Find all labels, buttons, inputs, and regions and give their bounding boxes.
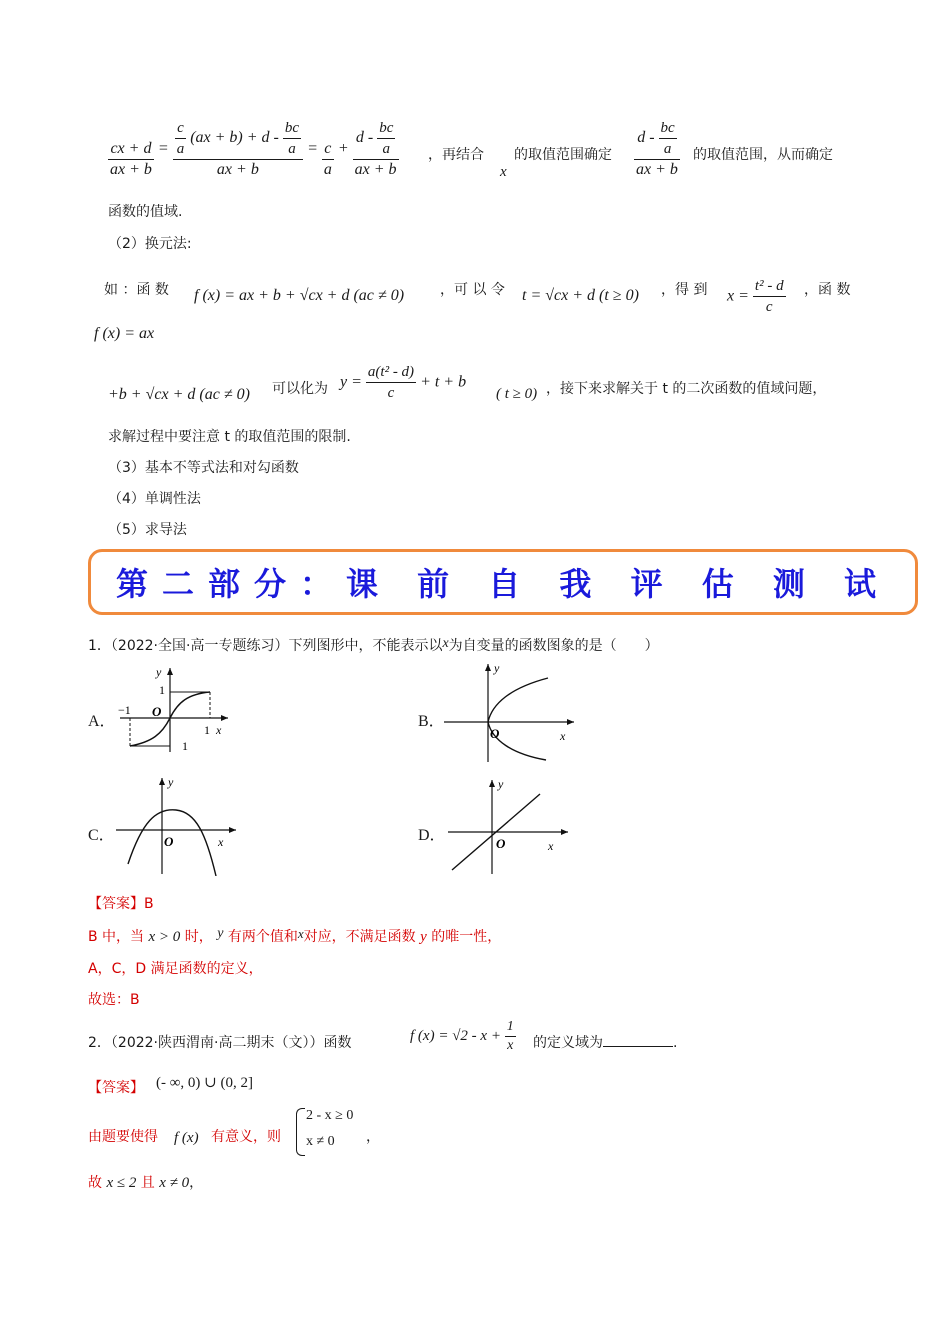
x-arrow [221, 715, 228, 721]
method-2-line3-end: ，接下来求解关于 t 的二次函数的值域问题， [546, 381, 827, 397]
q2-answer-value: (- ∞, 0) ∪ (0, 2] [156, 1075, 253, 1091]
origin-label: O [490, 726, 500, 741]
option-b-label: B． [418, 713, 445, 730]
option-a-graph [112, 662, 232, 758]
y-label: y [498, 777, 504, 791]
y-arrow [167, 668, 173, 675]
q2-rest: 的定义域为 . [533, 1032, 677, 1052]
q2-answer-label: 【答案】 [88, 1080, 144, 1096]
method-2-func-word: ，函 数 [804, 282, 851, 298]
y-arrow [485, 664, 491, 671]
origin-label: O [496, 836, 506, 851]
system-line-1: 2 - x ≥ 0 [306, 1108, 354, 1123]
curve-upper [488, 678, 548, 722]
q2-fx: f (x) [174, 1130, 199, 1146]
q2-stem: 2．（2022·陕西渭南·高二期末（文））函数 [88, 1035, 352, 1051]
option-a-label: A． [88, 713, 116, 730]
formula-d-bc-a-over-ax-b: d - $\frac{bc}{a}$ ax + b [636, 120, 678, 178]
x-label: x [548, 839, 554, 853]
q1-explanation-1: B 中，当 x > 0 时， y 有两个值和x对应，不满足函数 y 的唯一性， [88, 926, 502, 945]
x-label: x [560, 729, 566, 743]
method-5: （5）求导法 [108, 522, 187, 538]
var-x: x [500, 164, 507, 180]
y-label: y [156, 665, 162, 679]
option-b-graph [440, 660, 580, 764]
y-label: y [494, 661, 500, 675]
x-arrow [567, 719, 574, 725]
option-d-graph [444, 774, 574, 876]
method-2-fx-line: f (x) = ax [94, 325, 155, 342]
formula-cx-d-over-ax-b: $\frac{cx + d}{ax + b}$ = $\frac{c}{a}$ (ax + b) + d - $\frac{bc}{a}$ ax + b = $\frac{c}{a}$ + d - $\frac{bc}{a}$ ax + b [110, 120, 397, 178]
system-brace [296, 1108, 305, 1156]
q1-explanation-2: A，C，D 满足函数的定义， [88, 961, 263, 977]
method-2-y-eq: y = $\frac{\text{a(t² - d)}}{c}$ + t + b [340, 364, 467, 401]
x-arrow [561, 829, 568, 835]
option-d-label: D． [418, 827, 446, 844]
x-label: x [218, 835, 224, 849]
method-2-line3-text: 可以化为 [272, 381, 328, 397]
text-quzhi-queding: 的取值范围确定 [514, 147, 612, 163]
q2-explanation-1b: 有意义，则 [211, 1129, 281, 1145]
method-2-intro: 如 ：函 数 [104, 282, 169, 298]
method-2-get: ，得 到 [661, 282, 708, 298]
q1-explanation-3: 故选：B [88, 992, 140, 1008]
q1-stem: 1．（2022·全国·高一专题练习）下列图形中，不能表示以x为自变量的函数图象的是（ ） [88, 636, 659, 654]
y-label: y [168, 775, 174, 789]
section-banner-title: 第二部分：课 前 自 我 评 估 测 试 [116, 565, 890, 603]
method-2-x-eq: x = $\frac{\text{t² - d}}{c}$ [727, 278, 784, 315]
text-zai-jiehe: ，再结合 [428, 147, 484, 163]
option-c-label: C． [88, 827, 115, 844]
q2-explanation-2: 故 x ≤ 2 且 x ≠ 0， [88, 1175, 204, 1191]
method-3: （3）基本不等式法和对勾函数 [108, 460, 299, 476]
method-2-sub: t = √cx + d (t ≥ 0) [522, 287, 639, 304]
method-2-t-cond: ( t ≥ 0) [496, 386, 538, 402]
method-2-func: f (x) = ax + b + √cx + d (ac ≠ 0) [194, 287, 405, 304]
x-arrow [229, 827, 236, 833]
method-2-line3-expr: +b + √cx + d (ac ≠ 0) [108, 386, 250, 403]
method-4: （4）单调性法 [108, 491, 201, 507]
q2-explanation-1c: ， [366, 1129, 380, 1145]
answer-blank[interactable] [603, 1032, 673, 1047]
y-arrow [159, 778, 165, 785]
method-2-let: ，可 以 令 [440, 282, 505, 298]
one-label: 1 [159, 683, 165, 697]
neg-one-label: −1 [118, 703, 131, 717]
method-2-line4: 求解过程中要注意 t 的取值范围的限制. [108, 429, 351, 445]
q1-answer: 【答案】B [88, 896, 154, 912]
section-banner [88, 549, 918, 615]
text-hanshu-zhiyu: 函数的值域. [108, 204, 183, 220]
system-line-2: x ≠ 0 [306, 1134, 335, 1149]
option-c-graph [112, 772, 242, 876]
text-quzhi-fanwei: 的取值范围，从而确定 [693, 147, 833, 163]
origin-label: O [164, 834, 174, 849]
method-2-title: （2）换元法: [108, 236, 192, 252]
q2-explanation-1a: 由题要使得 [88, 1129, 158, 1145]
one-x-label: 1 [204, 723, 210, 737]
x-label: x [216, 723, 222, 737]
q2-function: f (x) = √2 - x + $\frac{1}{x}$ [410, 1019, 514, 1053]
y-arrow [489, 780, 495, 787]
one-bottom-label: 1 [182, 739, 188, 753]
origin-label: O [152, 704, 162, 719]
